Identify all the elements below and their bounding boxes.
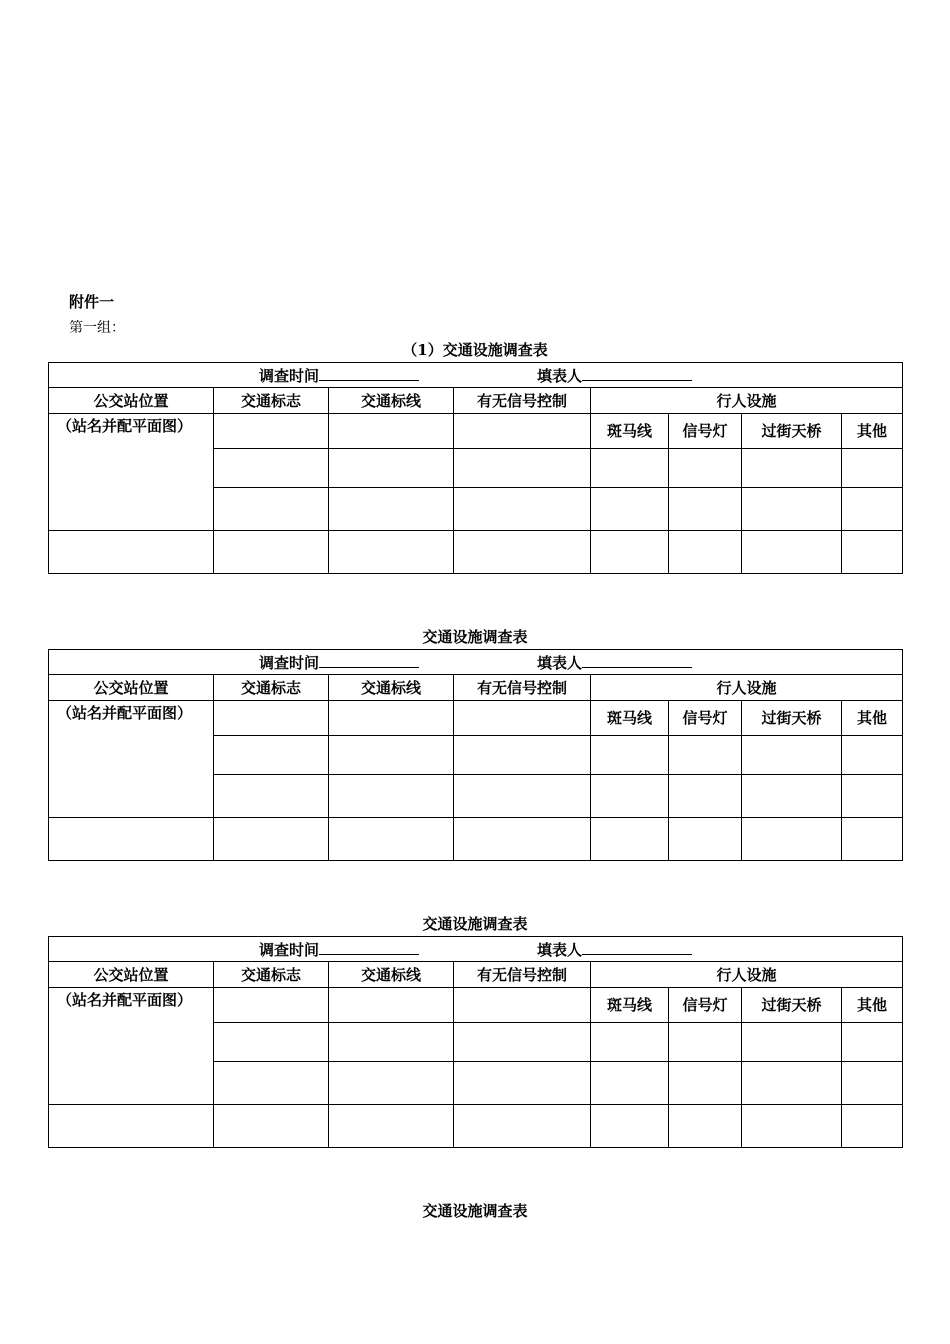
table-cell[interactable] bbox=[49, 531, 214, 574]
table-cell[interactable] bbox=[329, 414, 454, 449]
table-cell[interactable] bbox=[842, 818, 903, 861]
table-cell[interactable] bbox=[669, 818, 742, 861]
table-cell[interactable] bbox=[591, 488, 669, 531]
table-cell[interactable] bbox=[329, 988, 454, 1023]
table-cell[interactable] bbox=[591, 775, 669, 818]
table-cell[interactable] bbox=[669, 1062, 742, 1105]
table-cell[interactable] bbox=[214, 531, 329, 574]
table-cell[interactable] bbox=[454, 531, 591, 574]
col-signal-control: 有无信号控制 bbox=[454, 388, 591, 414]
survey-time-blank[interactable] bbox=[319, 366, 419, 381]
table-caption-3: 交通设施调查表 bbox=[422, 915, 528, 933]
sub-col-other: 其他 bbox=[842, 701, 903, 736]
table-cell[interactable] bbox=[454, 775, 591, 818]
survey-table-1 bbox=[48, 362, 903, 574]
table-cell[interactable] bbox=[329, 701, 454, 736]
table-cell[interactable] bbox=[669, 488, 742, 531]
table-caption-1: （1）交通设施调查表 bbox=[402, 341, 548, 359]
survey-time-label: 调查时间 bbox=[259, 940, 320, 959]
filler-label: 填表人 bbox=[537, 653, 583, 672]
table-cell[interactable] bbox=[329, 449, 454, 488]
table-cell[interactable] bbox=[669, 775, 742, 818]
filler-blank[interactable] bbox=[582, 366, 692, 381]
table-cell[interactable] bbox=[742, 818, 842, 861]
table-cell[interactable] bbox=[842, 1105, 903, 1148]
table-cell[interactable] bbox=[669, 736, 742, 775]
table-cell[interactable] bbox=[329, 488, 454, 531]
col-traffic-markings: 交通标线 bbox=[329, 962, 454, 988]
table-cell[interactable] bbox=[214, 1062, 329, 1105]
attachment-title: 附件一 bbox=[69, 293, 115, 311]
col-traffic-markings: 交通标线 bbox=[329, 388, 454, 414]
sub-col-other: 其他 bbox=[842, 414, 903, 449]
col-traffic-signs: 交通标志 bbox=[214, 675, 329, 701]
col-location: 公交站位置 bbox=[49, 388, 214, 414]
col-location: 公交站位置 bbox=[49, 675, 214, 701]
table-cell[interactable] bbox=[214, 1023, 329, 1062]
table-cell[interactable] bbox=[454, 701, 591, 736]
table-cell[interactable] bbox=[591, 531, 669, 574]
table-cell[interactable] bbox=[214, 1105, 329, 1148]
table-cell[interactable] bbox=[842, 775, 903, 818]
table-cell[interactable] bbox=[842, 449, 903, 488]
table-cell[interactable] bbox=[742, 775, 842, 818]
table-cell[interactable] bbox=[591, 1062, 669, 1105]
table-cell[interactable] bbox=[329, 736, 454, 775]
survey-table-3 bbox=[48, 936, 903, 1148]
survey-time-label: 调查时间 bbox=[259, 366, 320, 385]
location-hint-cell[interactable]: （站名并配平面图） bbox=[49, 988, 214, 1105]
table-cell[interactable] bbox=[742, 736, 842, 775]
sub-col-other: 其他 bbox=[842, 988, 903, 1023]
table-cell[interactable] bbox=[214, 488, 329, 531]
survey-meta-row bbox=[49, 650, 903, 675]
table-cell[interactable] bbox=[591, 1105, 669, 1148]
sub-col-footbridge: 过街天桥 bbox=[742, 701, 842, 736]
sub-col-footbridge: 过街天桥 bbox=[742, 988, 842, 1023]
table-cell[interactable] bbox=[591, 449, 669, 488]
table-caption-2: 交通设施调查表 bbox=[422, 628, 528, 646]
table-cell[interactable] bbox=[454, 414, 591, 449]
table-cell[interactable] bbox=[842, 736, 903, 775]
table-cell[interactable] bbox=[454, 1062, 591, 1105]
sub-col-signal-light: 信号灯 bbox=[669, 701, 742, 736]
table-cell[interactable] bbox=[454, 1105, 591, 1148]
table-cell[interactable] bbox=[842, 531, 903, 574]
table-cell[interactable] bbox=[842, 1062, 903, 1105]
table-cell[interactable] bbox=[329, 1105, 454, 1148]
table-cell[interactable] bbox=[329, 775, 454, 818]
table-cell[interactable] bbox=[49, 1105, 214, 1148]
survey-time-blank[interactable] bbox=[319, 653, 419, 668]
table-cell[interactable] bbox=[454, 1023, 591, 1062]
survey-time-blank[interactable] bbox=[319, 940, 419, 955]
table-cell[interactable] bbox=[742, 1023, 842, 1062]
filler-blank[interactable] bbox=[582, 940, 692, 955]
table-cell[interactable] bbox=[454, 818, 591, 861]
table-cell[interactable] bbox=[742, 449, 842, 488]
table-cell[interactable] bbox=[329, 1062, 454, 1105]
col-pedestrian-facilities: 行人设施 bbox=[591, 388, 903, 414]
table-cell[interactable] bbox=[49, 818, 214, 861]
table-cell[interactable] bbox=[214, 988, 329, 1023]
survey-time-label: 调查时间 bbox=[259, 653, 320, 672]
col-pedestrian-facilities: 行人设施 bbox=[591, 962, 903, 988]
col-signal-control: 有无信号控制 bbox=[454, 962, 591, 988]
table-cell[interactable] bbox=[214, 414, 329, 449]
col-pedestrian-facilities: 行人设施 bbox=[591, 675, 903, 701]
table-cell[interactable] bbox=[214, 818, 329, 861]
table-cell[interactable] bbox=[329, 818, 454, 861]
sub-col-footbridge: 过街天桥 bbox=[742, 414, 842, 449]
col-traffic-signs: 交通标志 bbox=[214, 388, 329, 414]
survey-meta-row bbox=[49, 363, 903, 388]
table-cell[interactable] bbox=[842, 1023, 903, 1062]
sub-col-zebra: 斑马线 bbox=[591, 414, 669, 449]
sub-col-signal-light: 信号灯 bbox=[669, 988, 742, 1023]
col-traffic-signs: 交通标志 bbox=[214, 962, 329, 988]
sub-col-signal-light: 信号灯 bbox=[669, 414, 742, 449]
survey-meta-row bbox=[49, 937, 903, 962]
table-cell[interactable] bbox=[214, 736, 329, 775]
table-cell[interactable] bbox=[214, 775, 329, 818]
filler-label: 填表人 bbox=[537, 940, 583, 959]
table-cell[interactable] bbox=[669, 1023, 742, 1062]
location-hint-cell[interactable]: （站名并配平面图） bbox=[49, 414, 214, 531]
sub-col-zebra: 斑马线 bbox=[591, 988, 669, 1023]
table-cell[interactable] bbox=[214, 701, 329, 736]
table-cell[interactable] bbox=[214, 449, 329, 488]
table-caption-4: 交通设施调查表 bbox=[422, 1202, 528, 1220]
sub-col-zebra: 斑马线 bbox=[591, 701, 669, 736]
table-cell[interactable] bbox=[454, 488, 591, 531]
table-cell[interactable] bbox=[742, 488, 842, 531]
survey-table-2 bbox=[48, 649, 903, 861]
table-cell[interactable] bbox=[329, 1023, 454, 1062]
col-traffic-markings: 交通标线 bbox=[329, 675, 454, 701]
table-cell[interactable] bbox=[742, 1105, 842, 1148]
location-hint-cell[interactable]: （站名并配平面图） bbox=[49, 701, 214, 818]
table-cell[interactable] bbox=[842, 488, 903, 531]
table-cell[interactable] bbox=[591, 736, 669, 775]
table-cell[interactable] bbox=[669, 531, 742, 574]
filler-blank[interactable] bbox=[582, 653, 692, 668]
table-cell[interactable] bbox=[329, 531, 454, 574]
col-signal-control: 有无信号控制 bbox=[454, 675, 591, 701]
table-cell[interactable] bbox=[454, 988, 591, 1023]
table-cell[interactable] bbox=[669, 449, 742, 488]
table-cell[interactable] bbox=[669, 1105, 742, 1148]
table-cell[interactable] bbox=[591, 818, 669, 861]
filler-label: 填表人 bbox=[537, 366, 583, 385]
table-cell[interactable] bbox=[454, 736, 591, 775]
table-cell[interactable] bbox=[591, 1023, 669, 1062]
group-label: 第一组： bbox=[69, 320, 125, 336]
table-cell[interactable] bbox=[742, 531, 842, 574]
col-location: 公交站位置 bbox=[49, 962, 214, 988]
table-cell[interactable] bbox=[742, 1062, 842, 1105]
table-cell[interactable] bbox=[454, 449, 591, 488]
